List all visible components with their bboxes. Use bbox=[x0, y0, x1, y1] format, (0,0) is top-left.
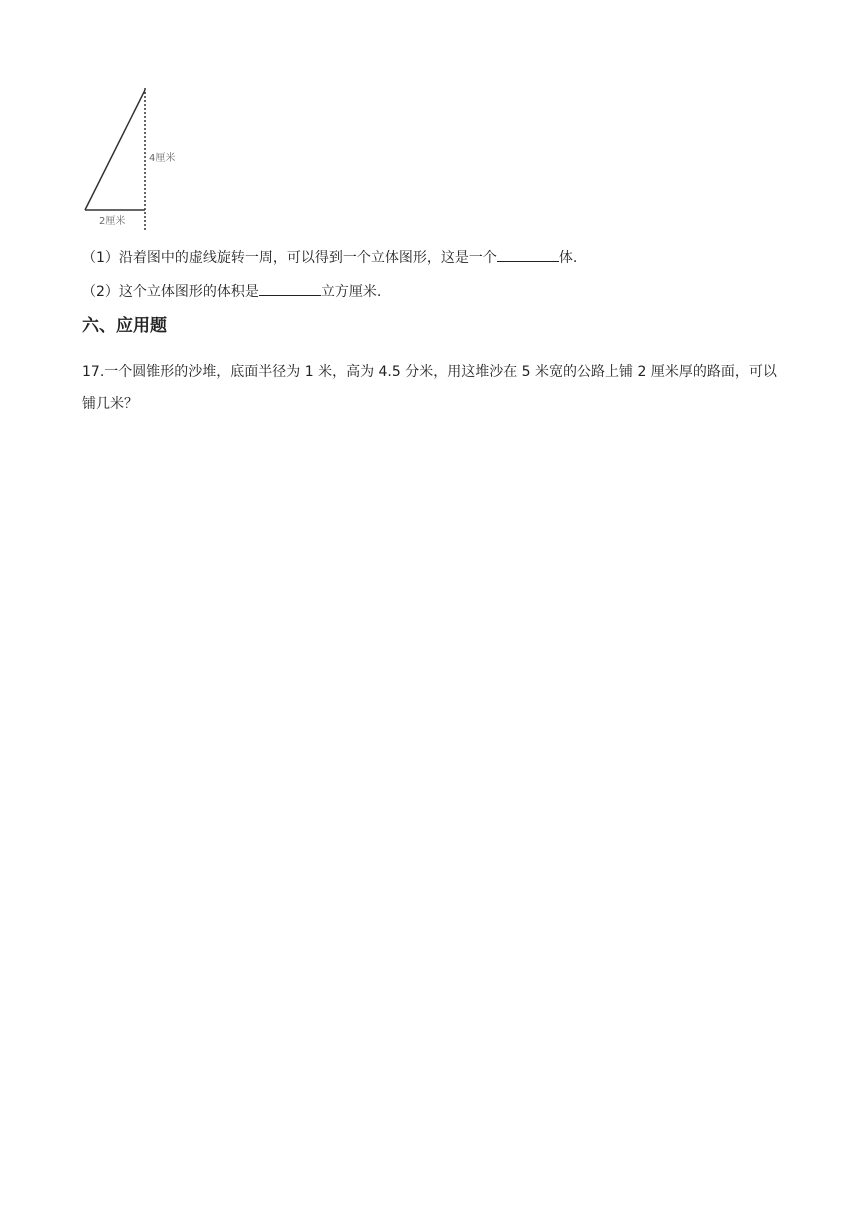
answer-blank-1[interactable] bbox=[497, 247, 559, 262]
question-2-prefix: （2）这个立体图形的体积是 bbox=[82, 284, 259, 300]
question-2 bbox=[82, 281, 381, 302]
question-2-suffix: 立方厘米. bbox=[320, 284, 382, 300]
base-label: 2厘米 bbox=[99, 216, 126, 227]
problem-17: 17.一个圆锥形的沙堆，底面半径为 1 米，高为 4.5 分米，用这堆沙在 5 米宽的公路上铺 2 厘米厚的路面，可以铺几米？ bbox=[82, 364, 777, 412]
section-title: 六、应用题 bbox=[82, 316, 167, 336]
triangle-figure bbox=[80, 86, 200, 236]
answer-blank-2[interactable] bbox=[259, 281, 321, 296]
height-label: 4厘米 bbox=[149, 153, 176, 164]
triangle-diagram bbox=[80, 86, 200, 236]
question-1-prefix: （1）沿着图中的虚线旋转一周，可以得到一个立体图形，这是一个 bbox=[82, 250, 497, 266]
question-1 bbox=[82, 247, 577, 268]
hypotenuse bbox=[85, 90, 145, 210]
question-1-suffix: 体. bbox=[558, 250, 578, 266]
